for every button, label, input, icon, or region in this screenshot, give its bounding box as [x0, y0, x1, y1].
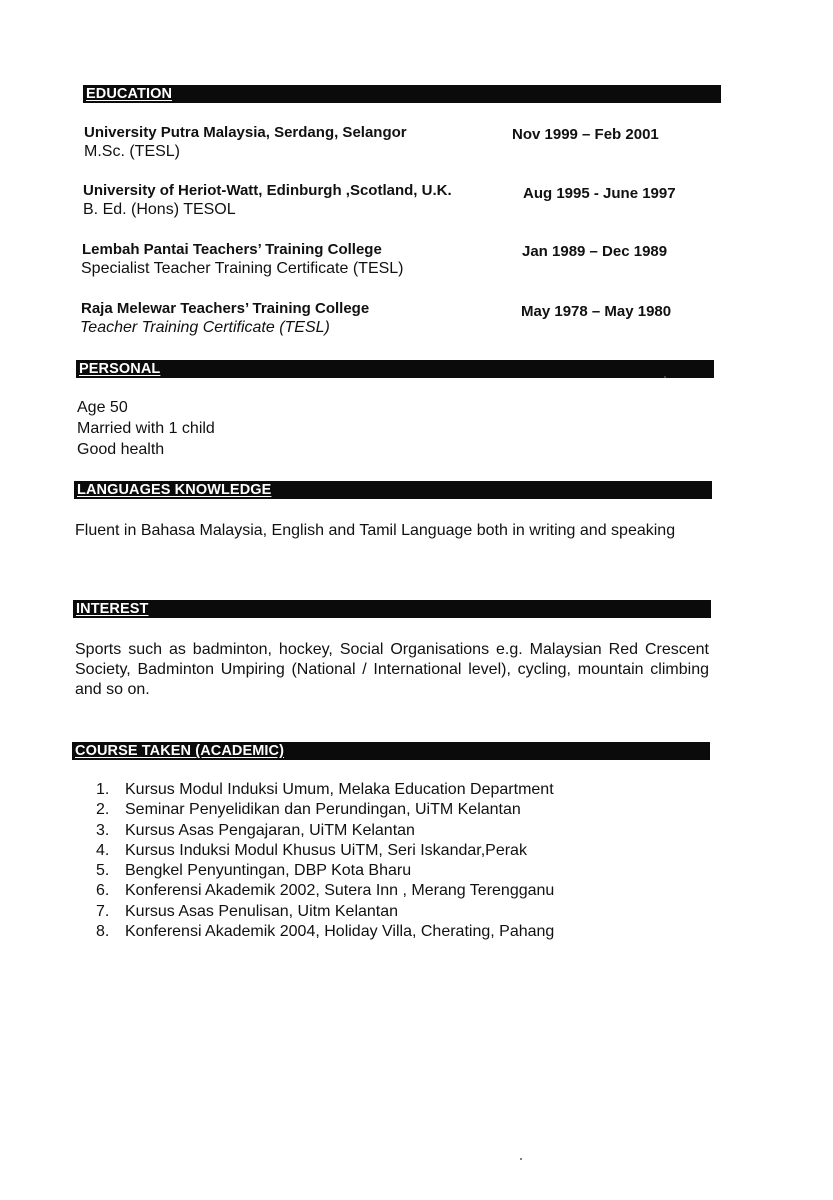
- list-item: [96, 881, 554, 901]
- list-item-number: 7.: [96, 902, 110, 920]
- courses-heading: COURSE TAKEN (ACADEMIC): [75, 743, 285, 759]
- personal-health: Good health: [77, 441, 165, 458]
- list-item-text: Seminar Penyelidikan dan Perundingan, UiTM Kelantan: [125, 801, 521, 819]
- list-item-number: 8.: [96, 923, 110, 941]
- education-institution: Lembah Pantai Teachers’ Training College: [82, 241, 382, 258]
- list-item: [96, 841, 554, 861]
- list-item-text: Kursus Asas Penulisan, Uitm Kelantan: [125, 902, 399, 920]
- personal-details: [77, 397, 215, 460]
- course-list: [96, 780, 554, 942]
- education-qualification: M.Sc. (TESL): [84, 143, 181, 160]
- education-heading: EDUCATION: [86, 86, 173, 102]
- list-item: [96, 780, 554, 800]
- list-item-text: Kursus Induksi Modul Khusus UiTM, Seri Iskandar,Perak: [125, 841, 527, 859]
- education-qualification: B. Ed. (Hons) TESOL: [83, 201, 236, 218]
- languages-heading: LANGUAGES KNOWLEDGE: [77, 482, 272, 498]
- education-dates: May 1978 – May 1980: [521, 303, 672, 320]
- languages-heading-bar: [74, 481, 712, 499]
- list-item-text: Konferensi Akademik 2002, Sutera Inn , Merang Terengganu: [125, 882, 555, 900]
- courses-heading-bar: [72, 742, 710, 760]
- interest-heading: INTEREST: [76, 601, 149, 617]
- education-qualification: Specialist Teacher Training Certificate (TESL): [81, 260, 404, 277]
- education-institution: University Putra Malaysia, Serdang, Selangor: [84, 124, 407, 141]
- list-item-text: Kursus Modul Induksi Umum, Melaka Education Department: [125, 781, 554, 798]
- education-qualification: Teacher Training Certificate (TESL): [80, 319, 330, 336]
- personal-age: Age 50: [77, 399, 128, 416]
- education-dates: Aug 1995 - June 1997: [523, 185, 676, 202]
- education-heading-bar: [83, 85, 721, 103]
- education-dates: Nov 1999 – Feb 2001: [512, 126, 659, 143]
- scan-speck: [664, 376, 666, 378]
- personal-heading: PERSONAL: [79, 361, 161, 377]
- list-item-number: 5.: [96, 862, 110, 880]
- list-item: [96, 800, 554, 820]
- list-item-number: 6.: [96, 882, 110, 900]
- list-item-text: Bengkel Penyuntingan, DBP Kota Bharu: [125, 862, 412, 880]
- scan-speck: [520, 1158, 522, 1160]
- list-item-number: 3.: [96, 821, 110, 839]
- list-item-number: 2.: [96, 801, 110, 819]
- list-item-number: 1.: [96, 781, 110, 798]
- list-item-text: Konferensi Akademik 2004, Holiday Villa, Cherating, Pahang: [125, 923, 555, 941]
- list-item: [96, 821, 554, 841]
- languages-text: Fluent in Bahasa Malaysia, English and Tamil Language both in writing and speaking: [75, 522, 676, 539]
- personal-marital-status: Married with 1 child: [77, 420, 215, 437]
- interest-heading-bar: [73, 600, 711, 618]
- personal-heading-bar: [76, 360, 714, 378]
- list-item-number: 4.: [96, 841, 110, 859]
- list-item: [96, 861, 554, 881]
- education-institution: University of Heriot-Watt, Edinburgh ,Scotland, U.K.: [83, 182, 452, 199]
- interest-text: Sports such as badminton, hockey, Social Organisations e.g. Malaysian Red Crescent Society, Badminton Umpiring (National / International level), cycling, mountain climbing and so on.: [75, 641, 709, 698]
- education-dates: Jan 1989 – Dec 1989: [522, 243, 668, 260]
- list-item: [96, 922, 554, 942]
- list-item-text: Kursus Asas Pengajaran, UiTM Kelantan: [125, 821, 415, 839]
- list-item: [96, 902, 554, 922]
- education-institution: Raja Melewar Teachers’ Training College: [81, 300, 370, 317]
